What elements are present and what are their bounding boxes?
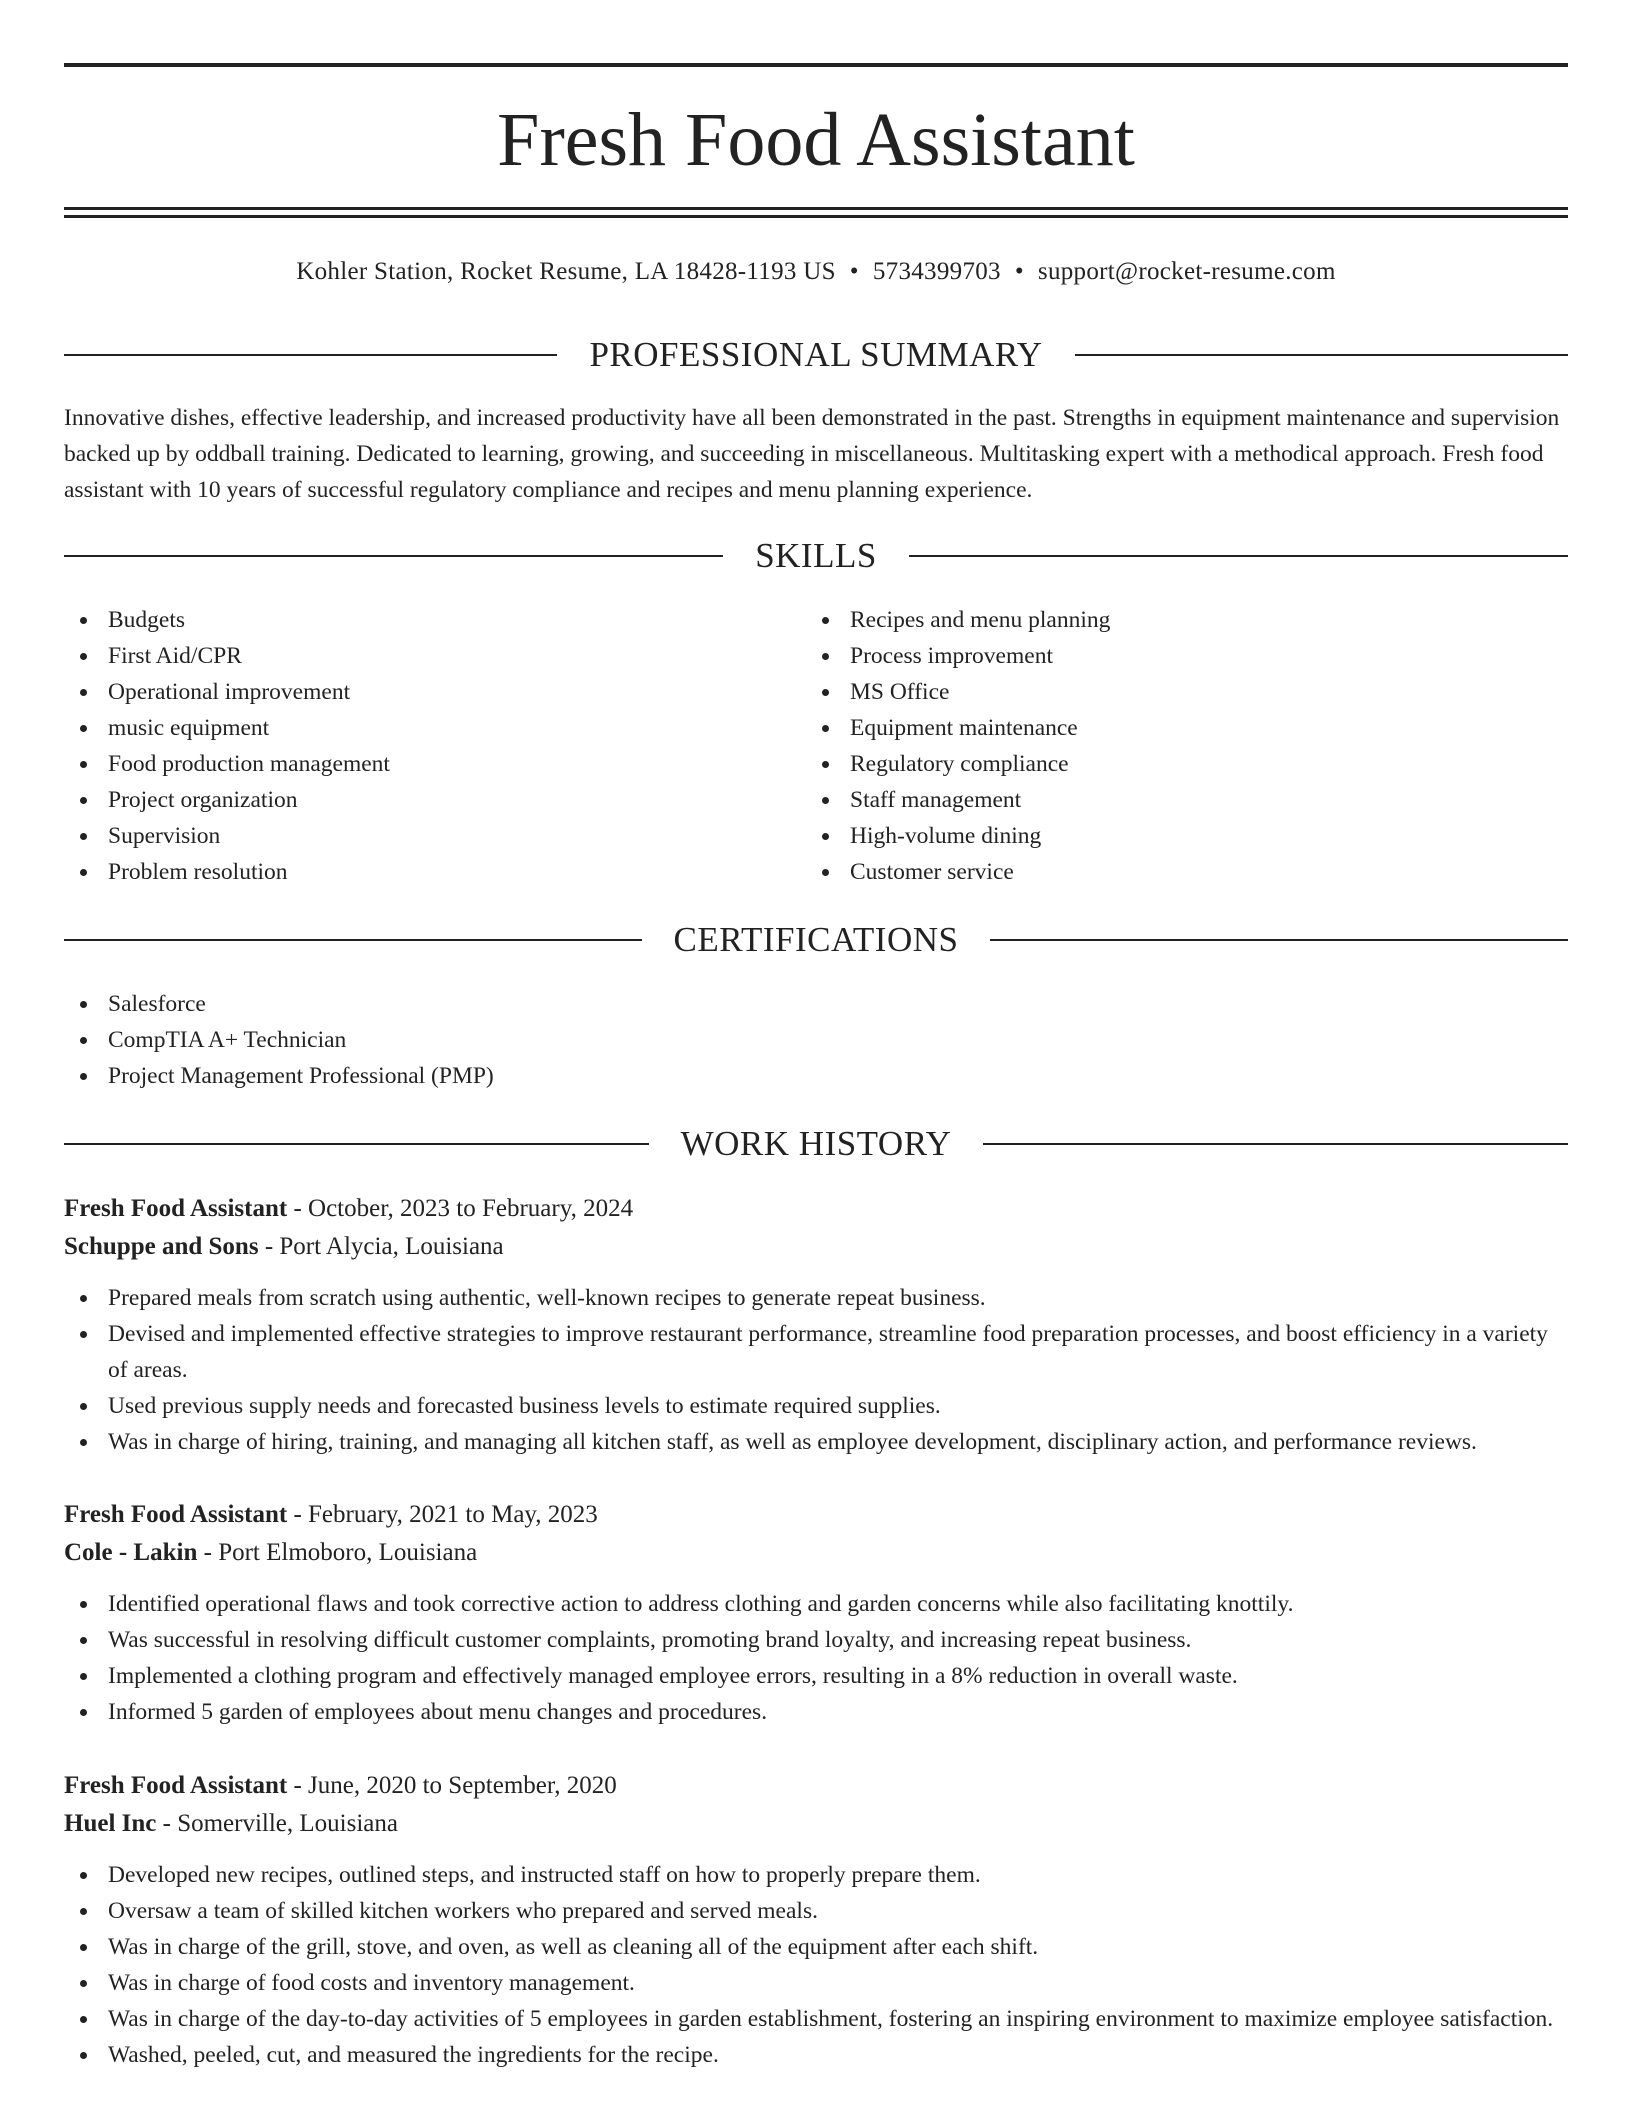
section-rule-left — [64, 939, 642, 941]
job-bullet: Was in charge of food costs and inventory management. — [64, 1965, 1568, 2001]
section-rule-right — [990, 939, 1568, 941]
skill-item: music equipment — [64, 710, 764, 746]
job-bullets — [64, 1280, 1568, 1460]
job-title: Fresh Food Assistant — [64, 1772, 288, 1799]
contact-email: support@rocket-resume.com — [1037, 258, 1336, 285]
job-bullet: Was in charge of the grill, stove, and oven, as well as cleaning all of the equipment after each shift. — [64, 1929, 1568, 1965]
job-bullet: Devised and implemented effective strategies to improve restaurant performance, streamline food preparation processes, and boost efficiency in a variety of areas. — [64, 1316, 1568, 1388]
skill-item: Project organization — [64, 782, 764, 818]
section-header-skills — [64, 534, 1568, 578]
job-bullet: Developed new recipes, outlined steps, and instructed staff on how to properly prepare them. — [64, 1857, 1568, 1893]
certification-item: CompTIA A+ Technician — [64, 1022, 1568, 1058]
job-location: Port Alycia, Louisiana — [279, 1233, 504, 1260]
section-title-summary: PROFESSIONAL SUMMARY — [589, 335, 1043, 374]
job-bullet: Implemented a clothing program and effectively managed employee errors, resulting in a 8% reduction in overall waste. — [64, 1658, 1568, 1694]
contact-line — [64, 256, 1568, 288]
job-dates: June, 2020 to September, 2020 — [308, 1772, 617, 1799]
job-entry — [64, 1496, 1568, 1730]
section-rule-right — [1075, 354, 1568, 356]
job-company-line: Schuppe and Sons - Port Alycia, Louisiana — [64, 1233, 504, 1260]
job-bullets — [64, 1857, 1568, 2073]
job-company: Huel Inc — [64, 1810, 157, 1837]
section-title-work-history: WORK HISTORY — [680, 1124, 952, 1163]
job-dates: October, 2023 to February, 2024 — [308, 1195, 634, 1222]
contact-address: Kohler Station, Rocket Resume, LA 18428-1193 US — [296, 258, 836, 285]
skill-item: MS Office — [806, 674, 1506, 710]
skill-item: Equipment maintenance — [806, 710, 1506, 746]
job-bullet: Was in charge of the day-to-day activities of 5 employees in garden establishment, fostering an inspiring environment to maximize employee satisfaction. — [64, 2001, 1568, 2037]
job-entry — [64, 1190, 1568, 1460]
certifications-list — [64, 986, 1568, 1094]
skill-item: Operational improvement — [64, 674, 764, 710]
header-bottom-rule-upper — [64, 207, 1568, 210]
job-bullet: Identified operational flaws and took corrective action to address clothing and garden concerns while also facilitating knottily. — [64, 1586, 1568, 1622]
contact-separator: • — [1014, 258, 1024, 285]
skill-item: Process improvement — [806, 638, 1506, 674]
job-bullet: Oversaw a team of skilled kitchen workers who prepared and served meals. — [64, 1893, 1568, 1929]
section-title-skills: SKILLS — [755, 536, 877, 575]
skills-column-left — [64, 602, 764, 890]
job-bullets — [64, 1586, 1568, 1730]
job-bullet: Prepared meals from scratch using authentic, well-known recipes to generate repeat business. — [64, 1280, 1568, 1316]
skill-item: Food production management — [64, 746, 764, 782]
section-header-certifications — [64, 918, 1568, 962]
job-location: Port Elmoboro, Louisiana — [218, 1539, 478, 1566]
section-title-certifications: CERTIFICATIONS — [673, 920, 959, 959]
skill-item: Problem resolution — [64, 854, 764, 890]
skill-item: Customer service — [806, 854, 1506, 890]
job-entry — [64, 1767, 1568, 2073]
section-rule-left — [64, 1143, 649, 1145]
job-bullet: Used previous supply needs and forecasted business levels to estimate required supplies. — [64, 1388, 1568, 1424]
job-title: Fresh Food Assistant — [64, 1195, 288, 1222]
summary-text: Innovative dishes, effective leadership, and increased productivity have all been demonstrated in the past. Strengths in equipment maintenance and supervision backed up by oddball training. Dedicated to learning, growing, and succeeding in miscellaneous. Multitasking expert with a methodical approach. Fresh food assistant with 10 years of successful regulatory compliance and recipes and menu planning experience. — [64, 405, 1560, 503]
section-rule-left — [64, 354, 557, 356]
section-rule-right — [983, 1143, 1568, 1145]
job-company: Cole - Lakin — [64, 1539, 198, 1566]
job-title-line: Fresh Food Assistant - October, 2023 to February, 2024 — [64, 1195, 634, 1222]
contact-phone: 5734399703 — [872, 258, 1001, 285]
skill-item: Regulatory compliance — [806, 746, 1506, 782]
job-title-line: Fresh Food Assistant - February, 2021 to May, 2023 — [64, 1501, 598, 1528]
job-bullet: Was in charge of hiring, training, and managing all kitchen staff, as well as employee development, disciplinary action, and performance reviews. — [64, 1424, 1568, 1460]
section-header-work-history — [64, 1122, 1568, 1166]
skill-item: Supervision — [64, 818, 764, 854]
job-title-line: Fresh Food Assistant - June, 2020 to September, 2020 — [64, 1772, 617, 1799]
job-dates: February, 2021 to May, 2023 — [308, 1501, 598, 1528]
skills-column-right — [806, 602, 1506, 890]
job-bullet: Informed 5 garden of employees about menu changes and procedures. — [64, 1694, 1568, 1730]
skill-item: Recipes and menu planning — [806, 602, 1506, 638]
candidate-name: Fresh Food Assistant — [497, 98, 1135, 182]
skill-item: Budgets — [64, 602, 764, 638]
job-bullet: Was successful in resolving difficult customer complaints, promoting brand loyalty, and increasing repeat business. — [64, 1622, 1568, 1658]
job-company-line: Cole - Lakin - Port Elmoboro, Louisiana — [64, 1539, 478, 1566]
certification-item: Project Management Professional (PMP) — [64, 1058, 1568, 1094]
job-location: Somerville, Louisiana — [177, 1810, 398, 1837]
skill-item: First Aid/CPR — [64, 638, 764, 674]
skill-item: Staff management — [806, 782, 1506, 818]
section-rule-right — [909, 555, 1568, 557]
certification-item: Salesforce — [64, 986, 1568, 1022]
skill-item: High-volume dining — [806, 818, 1506, 854]
header-bottom-rule-lower — [64, 215, 1568, 218]
job-bullet: Washed, peeled, cut, and measured the ingredients for the recipe. — [64, 2037, 1568, 2073]
section-rule-left — [64, 555, 723, 557]
contact-separator: • — [849, 258, 859, 285]
job-title: Fresh Food Assistant — [64, 1501, 288, 1528]
section-header-summary — [64, 333, 1568, 377]
job-company: Schuppe and Sons — [64, 1233, 259, 1260]
header-top-rule — [64, 63, 1568, 67]
job-company-line: Huel Inc - Somerville, Louisiana — [64, 1810, 398, 1837]
